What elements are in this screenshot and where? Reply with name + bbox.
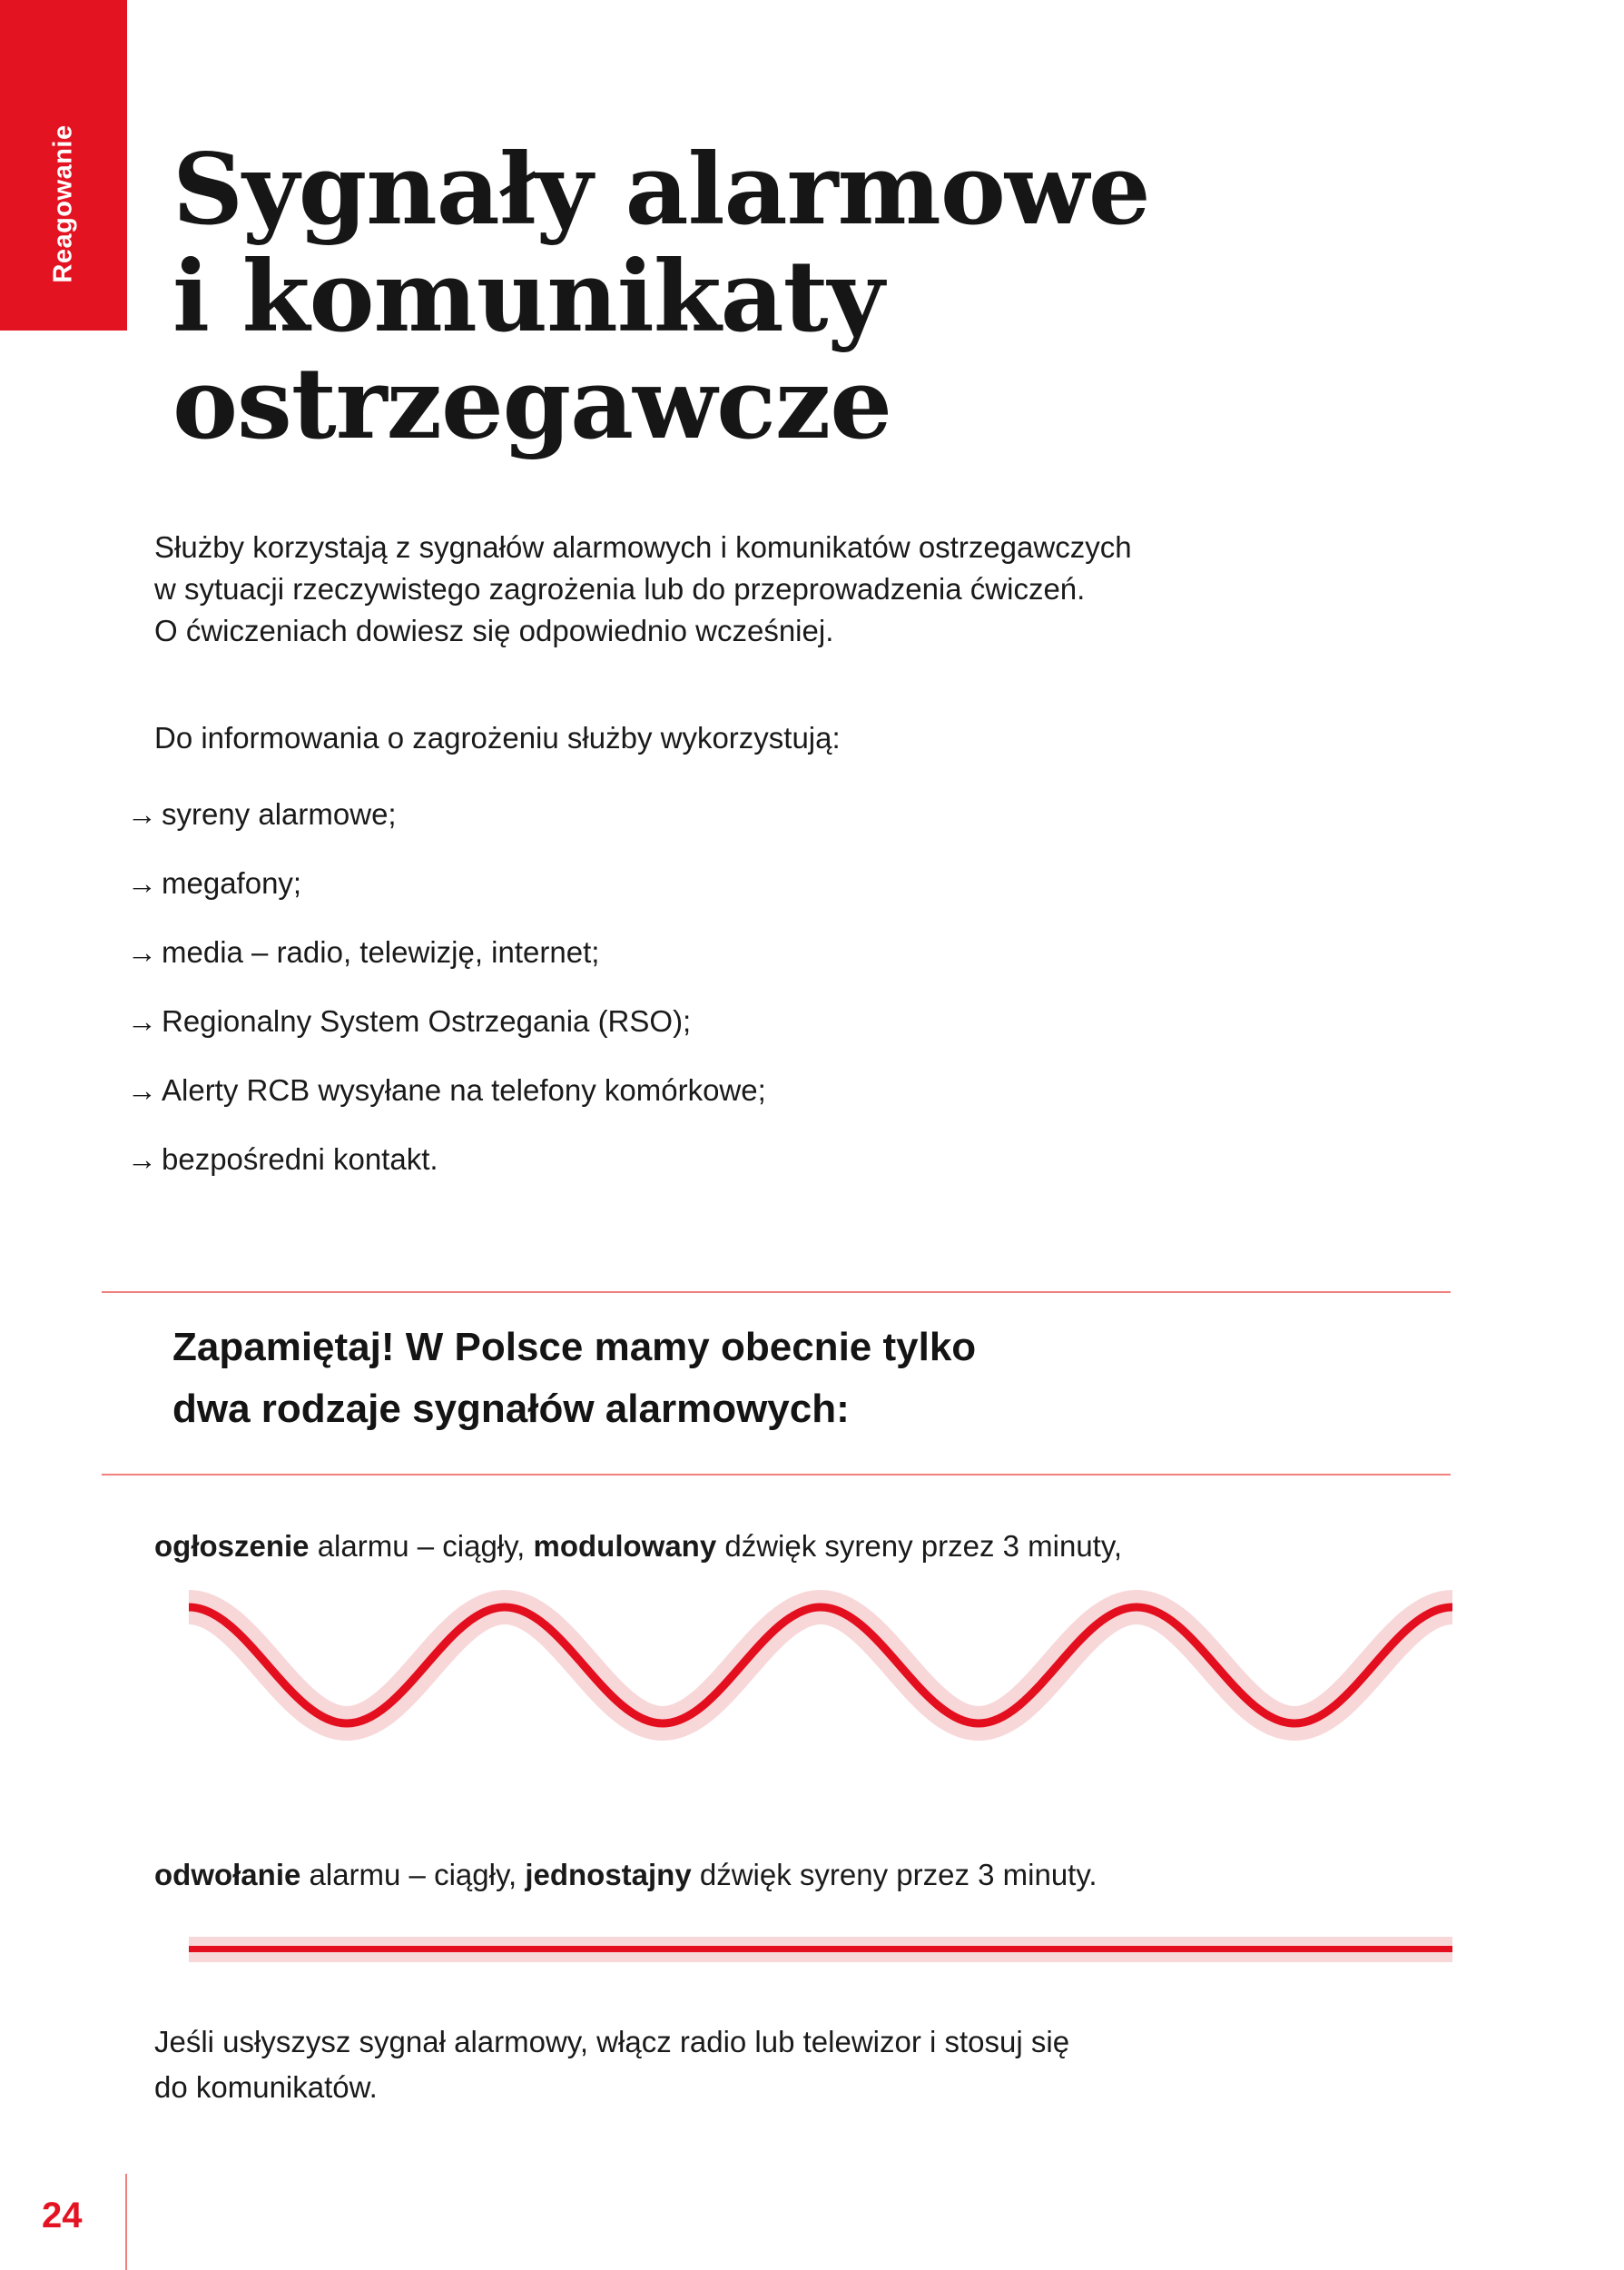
callout-top-rule — [102, 1291, 1451, 1293]
list-item — [127, 1070, 766, 1111]
arrow-bullet-icon: → — [127, 935, 157, 969]
list-item — [127, 1139, 766, 1180]
callout-line2: dwa rodzaje sygnałów alarmowych: — [172, 1387, 850, 1431]
intro-line-3: O ćwiczeniach dowiesz się odpowiednio wcześniej. — [154, 614, 834, 647]
section-tab-label: Reagowanie — [48, 123, 78, 283]
intro-paragraph — [154, 527, 1132, 652]
page-title-line3: ostrzegawcze — [172, 347, 891, 461]
page-number: 24 — [42, 2196, 83, 2235]
cancel-bold-steady: jednostajny — [525, 1858, 692, 1891]
intro-line-1: Służby korzystają z sygnałów alarmowych i komunikatów ostrzegawczych — [154, 530, 1132, 564]
alarm-cancel-description — [154, 1854, 1097, 1896]
announce-text-1: alarmu – ciągły, — [309, 1529, 534, 1563]
list-item-label: megafony; — [162, 866, 302, 900]
alarm-announce-description — [154, 1525, 1122, 1567]
arrow-bullet-icon: → — [127, 1073, 157, 1107]
wave-halo-path — [189, 1607, 1452, 1723]
callout-line1: Zapamiętaj! W Polsce mamy obecnie tylko — [172, 1325, 977, 1369]
cancel-bold-word: odwołanie — [154, 1858, 301, 1891]
page-title-line2: i komunikaty — [172, 240, 884, 354]
list-item — [127, 932, 766, 973]
callout-bottom-rule — [102, 1474, 1451, 1476]
list-item — [127, 1001, 766, 1042]
list-item-label: syreny alarmowe; — [162, 797, 397, 831]
outro-line-1: Jeśli usłyszysz sygnał alarmowy, włącz radio lub telewizor i stosuj się — [154, 2025, 1070, 2058]
callout-remember — [172, 1317, 976, 1440]
arrow-bullet-icon: → — [127, 1004, 157, 1038]
page-title-line1: Sygnały alarmowe — [172, 133, 1150, 247]
arrow-bullet-icon: → — [127, 866, 157, 900]
cancel-text-2: dźwięk syreny przez 3 minuty. — [691, 1858, 1097, 1891]
arrow-bullet-icon: → — [127, 1142, 157, 1176]
outro-line-2: do komunikatów. — [154, 2070, 378, 2104]
lead-in-paragraph: Do informowania o zagrożeniu służby wykorzystują: — [154, 721, 841, 755]
steady-siren-tone-graphic — [189, 1937, 1452, 1962]
steady-tone-line — [189, 1946, 1452, 1952]
outro-paragraph — [154, 2019, 1069, 2110]
announce-text-2: dźwięk syreny przez 3 minuty, — [716, 1529, 1123, 1563]
modulated-siren-wave-graphic — [172, 1584, 1469, 1756]
list-item-label: bezpośredni kontakt. — [162, 1142, 438, 1176]
list-item-label: Alerty RCB wysyłane na telefony komórkowe; — [162, 1073, 766, 1107]
list-item — [127, 863, 766, 904]
list-item-label: media – radio, telewizję, internet; — [162, 935, 600, 969]
warning-channels-list — [127, 794, 766, 1208]
arrow-bullet-icon: → — [127, 797, 157, 831]
announce-bold-modulated: modulowany — [533, 1529, 717, 1563]
section-tab — [0, 0, 127, 331]
page-title — [172, 133, 1150, 461]
intro-line-2: w sytuacji rzeczywistego zagrożenia lub do przeprowadzenia ćwiczeń. — [154, 572, 1086, 606]
announce-bold-word: ogłoszenie — [154, 1529, 310, 1563]
footer-divider — [125, 2174, 127, 2270]
cancel-text-1: alarmu – ciągły, — [300, 1858, 526, 1891]
list-item — [127, 794, 766, 835]
list-item-label: Regionalny System Ostrzegania (RSO); — [162, 1004, 692, 1038]
